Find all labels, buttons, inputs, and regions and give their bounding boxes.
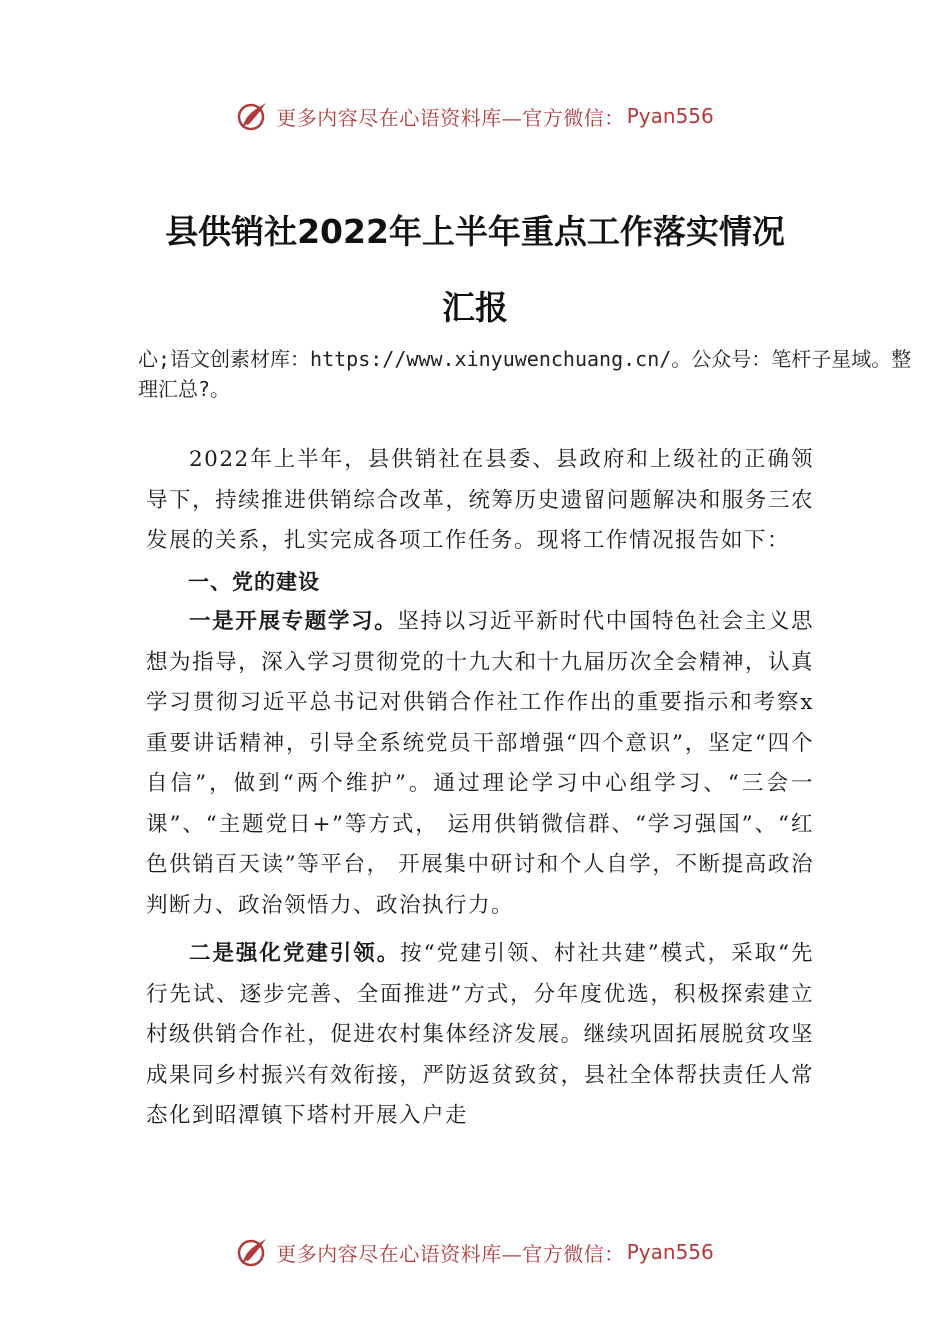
item1-text: 坚持以习近平新时代中国特色社会主义思想为指导，深入学习贯彻党的十九大和十九届历次全会精神，认真学习贯彻习近平总书记对供销合作社工作作出的重要指示和考察x重要讲话精神，引导全系统党员干部增强“四个意识”，坚定“四个自信”，做到“两个维护”。通过理论学习中心组学习、“三会一课”、“主题党日+”等方式， 运用供销微信群、“学习强国”、“红色供销百天读”等平台， 开展集中研讨和个人自学，不断提高政治判断力、政治领悟力、政治执行力。 — [146, 609, 814, 918]
document-title-line1: 县供销社2022年上半年重点工作落实情况 — [165, 212, 785, 251]
paragraph-item2 — [146, 934, 814, 1137]
banner-text: 更多内容尽在心语资料库—官方微信： — [276, 105, 625, 130]
source-note: 心;语文创素材库：https://www.xinyuwenchuang.cn/。公众号：笔杆子星域。整理汇总?。 — [138, 347, 912, 401]
item2-text: 按“党建引领、村社共建”模式，采取“先行先试、逐步完善、全面推进”方式，分年度优选，积极探索建立村级供销合作社，促进农村集体经济发展。继续巩固拓展脱贫攻坚成果同乡村振兴有效衔接，严防返贫致贫，县社全体帮扶责任人常态化到昭潭镇下塔村开展入户走 — [146, 941, 814, 1128]
item2-lead: 二是强化党建引领。 — [189, 941, 401, 966]
intro-paragraph: 2022年上半年，县供销社在县委、县政府和上级社的正确领导下，持续推进供销综合改革，统筹历史遗留问题解决和服务三农发展的关系，扎实完成各项工作任务。现将工作情况报告如下： — [146, 447, 814, 553]
footer-banner — [0, 1232, 950, 1272]
section-heading: 一、党的建设 — [188, 569, 320, 594]
banner-text: 更多内容尽在心语资料库—官方微信： — [276, 1241, 625, 1266]
item1-lead: 一是开展专题学习。 — [189, 609, 398, 634]
paragraph-item1 — [146, 602, 814, 926]
pen-logo-icon — [236, 1235, 270, 1269]
header-banner — [0, 96, 950, 136]
wechat-id: Pyan556 — [626, 104, 714, 128]
wechat-id: Pyan556 — [626, 1240, 714, 1264]
pen-logo-icon — [236, 99, 270, 133]
document-body — [146, 440, 814, 1137]
document-title-line2: 汇报 — [442, 288, 508, 327]
